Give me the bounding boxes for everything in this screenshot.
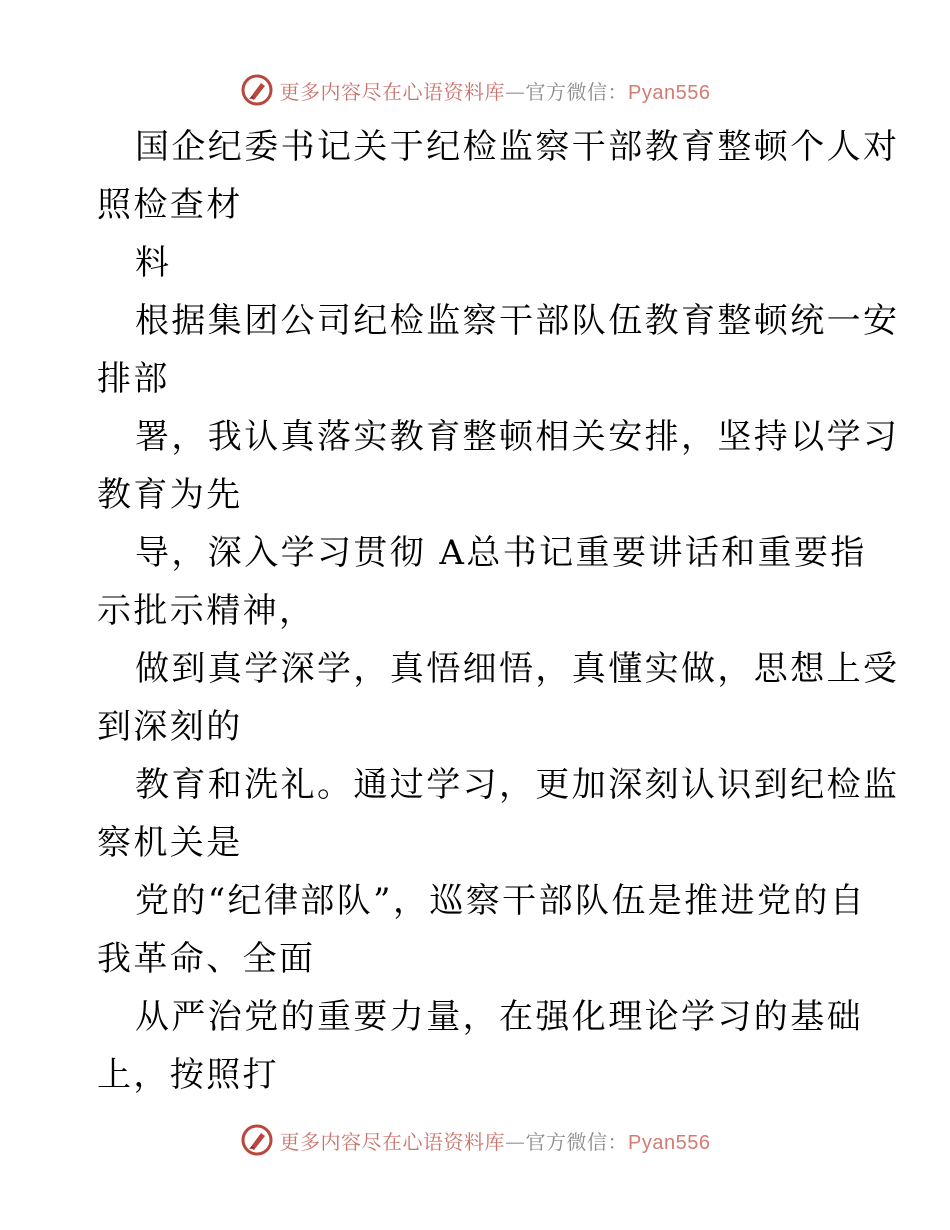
pen-nib-logo-icon (240, 1123, 274, 1157)
header-wechat-id: Pyan556 (628, 81, 711, 104)
doc-line: 根据集团公司纪检监察干部队伍教育整顿统一安 (135, 301, 900, 341)
footer-wechat-id: Pyan556 (628, 1131, 711, 1154)
footer-site-text: 更多内容尽在心语资料库 (279, 1129, 506, 1154)
doc-line: 排部 (97, 359, 170, 399)
header-watermark-banner (0, 70, 950, 110)
document-body (97, 118, 900, 1104)
footer-watermark-text (280, 1126, 711, 1155)
doc-line: 党的“纪律部队”，巡察干部队伍是推进党的自 (135, 881, 867, 921)
doc-line: 上，按照打 (97, 1055, 279, 1095)
footer-wechat-label: 官方微信： (525, 1129, 629, 1154)
header-wechat-label: 官方微信： (525, 79, 629, 104)
header-watermark-text (280, 76, 711, 105)
doc-line: 署，我认真落实教育整顿相关安排，坚持以学习 (135, 417, 900, 457)
doc-line: 到深刻的 (97, 707, 243, 747)
doc-line: 做到真学深学，真悟细悟，真懂实做，思想上受 (135, 649, 900, 689)
doc-line: 察机关是 (97, 823, 243, 863)
footer-watermark-banner (0, 1120, 950, 1160)
doc-line: 我革命、全面 (97, 939, 316, 979)
pen-nib-logo-icon (240, 73, 274, 107)
header-site-text: 更多内容尽在心语资料库 (279, 79, 506, 104)
doc-line: 导，深入学习贯彻 A总书记重要讲话和重要指 (135, 533, 867, 573)
footer-dash: — (505, 1129, 526, 1154)
doc-line: 料 (135, 243, 172, 283)
doc-line: 教育为先 (97, 475, 243, 515)
doc-line: 示批示精神， (97, 591, 316, 631)
doc-line: 教育和洗礼。通过学习，更加深刻认识到纪检监 (135, 765, 900, 805)
header-dash: — (505, 79, 526, 104)
doc-line: 从严治党的重要力量，在强化理论学习的基础 (135, 997, 863, 1037)
doc-line: 照检查材 (97, 185, 243, 225)
doc-line: 国企纪委书记关于纪检监察干部教育整顿个人对 (135, 127, 900, 167)
